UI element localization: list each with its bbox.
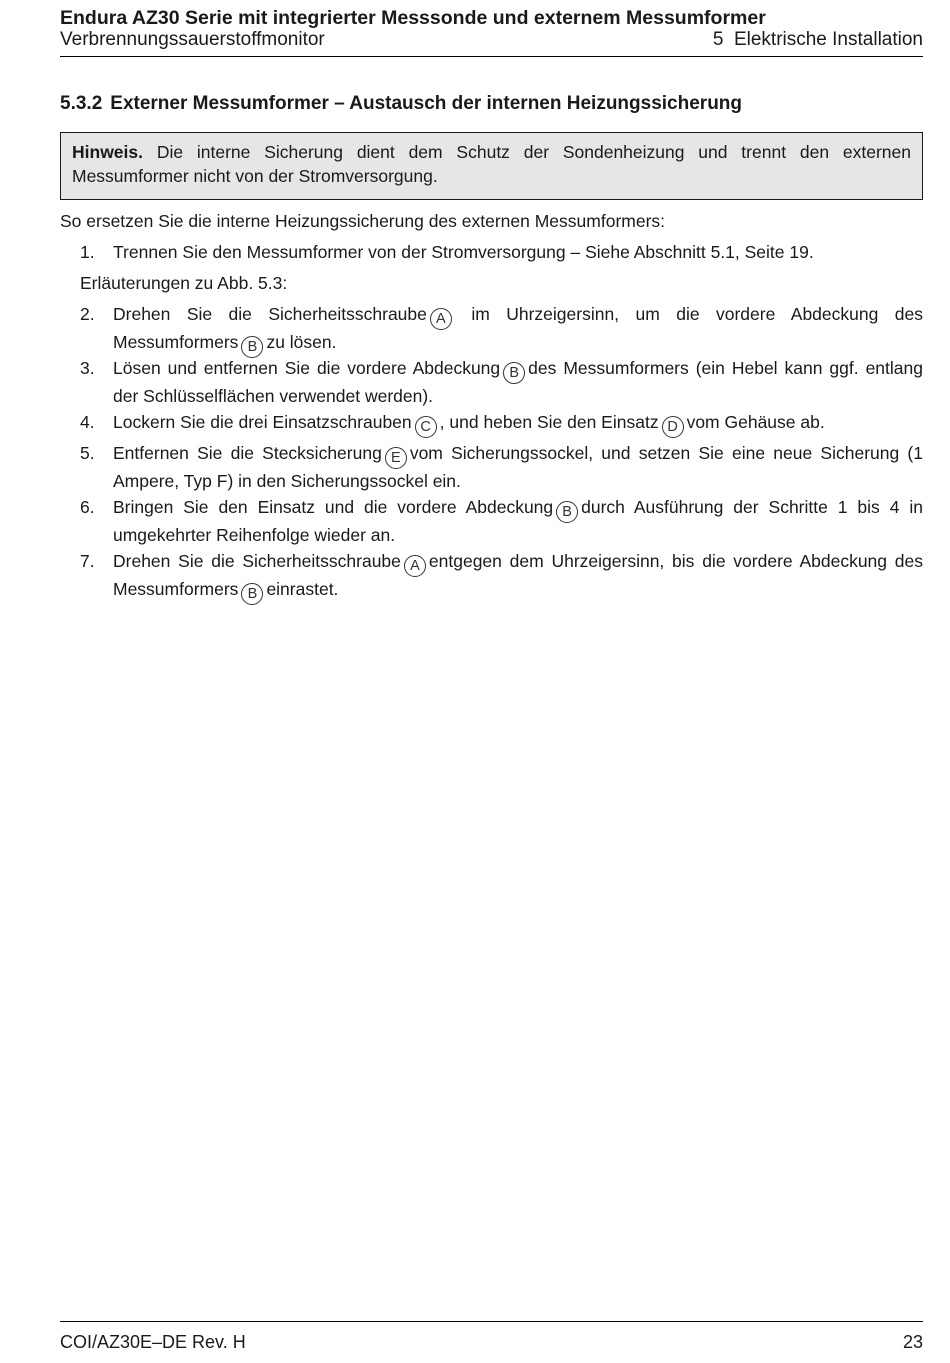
callout-marker: A (404, 555, 426, 577)
callout-marker: E (385, 447, 407, 469)
step-number: 1. (80, 242, 95, 262)
step-item (80, 549, 923, 605)
step-text-part: des Messumformers (ein Hebel kann ggf. entlang der Schlüsselflächen verwendet werden). (113, 358, 923, 406)
footer-doc-id: COI/AZ30E–DE Rev. H (60, 1332, 246, 1352)
callout-marker: A (430, 308, 452, 330)
step-text-part: Entfernen Sie die Stecksicherung (113, 443, 382, 463)
document-page (60, 0, 923, 1363)
step-text-part: entgegen dem Uhrzeigersinn, bis die vordere Abdeckung des Messumformers (113, 551, 923, 599)
step-number: 5. (80, 443, 95, 463)
header-row (60, 28, 923, 52)
note-label: Hinweis. (72, 142, 143, 162)
chapter-label (713, 28, 923, 52)
step-text-part: durch Ausführung der Schritte 1 bis 4 in umgekehrter Reihenfolge wieder an. (113, 497, 923, 545)
step-text (113, 495, 923, 547)
step-number: 4. (80, 412, 95, 432)
step-item (80, 302, 923, 358)
step-number: 7. (80, 551, 95, 571)
step-text-part: Drehen Sie die Sicherheitsschraube (113, 304, 427, 324)
step-text (113, 302, 923, 358)
chapter-title: Elektrische Installation (733, 29, 923, 50)
step-text-part: vom Gehäuse ab. (686, 412, 825, 432)
step-text-part: Lockern Sie die drei Einsatzschrauben (113, 412, 412, 432)
step-item (80, 441, 923, 493)
note-box (60, 132, 923, 200)
step-text-part: vom Sicherungssockel, und setzen Sie eine neue Sicherung (1 Ampere, Typ F) in den Sicherungssockel ein. (113, 443, 923, 491)
page-number: 23 (902, 1332, 923, 1352)
callout-marker: B (241, 583, 263, 605)
document-title: Endura AZ30 Serie mit integrierter Messsonde und externem Messumformer (60, 7, 766, 29)
step-item (80, 356, 923, 408)
callout-marker: B (556, 501, 578, 523)
step-number: 6. (80, 497, 95, 517)
section-number: 5.3.2 (60, 93, 103, 114)
footer-rule (60, 1321, 923, 1322)
step-number: 2. (80, 304, 95, 324)
note-text: Die interne Sicherung dient dem Schutz der Sondenheizung und trennt den externen Messumformer nicht von der Stromversorgung. (72, 142, 911, 186)
step-text (113, 549, 923, 605)
section-heading (60, 91, 923, 117)
figure-explanation: Erläuterungen zu Abb. 5.3: (80, 273, 288, 293)
callout-marker: C (415, 416, 437, 438)
step-text (113, 356, 923, 408)
callout-marker: B (241, 336, 263, 358)
step-text-part: im Uhrzeigersinn, um die vordere Abdeckung des Messumformers (113, 304, 923, 352)
step-text-part: , und heben Sie den Einsatz (439, 412, 659, 432)
step-text-part: Trennen Sie den Messumformer von der Stromversorgung – Siehe Abschnitt 5.1, Seite 19. (113, 242, 814, 262)
step-number: 3. (80, 358, 95, 378)
step-item (80, 495, 923, 547)
step-text (113, 240, 923, 264)
header-rule (60, 56, 923, 57)
step-text-part: Drehen Sie die Sicherheitsschraube (113, 551, 401, 571)
step-text (113, 441, 923, 493)
section-title: Externer Messumformer – Austausch der internen Heizungssicherung (110, 93, 743, 114)
intro-text: So ersetzen Sie die interne Heizungssicherung des externen Messumformers: (60, 211, 666, 231)
callout-marker: B (503, 362, 525, 384)
step-item (80, 240, 923, 264)
step-text-part: Lösen und entfernen Sie die vordere Abdeckung (113, 358, 501, 378)
step-text-part: Bringen Sie den Einsatz und die vordere Abdeckung (113, 497, 554, 517)
step-text-part: einrastet. (266, 579, 339, 599)
step-text-part: zu lösen. (266, 332, 337, 352)
document-subtitle: Verbrennungssauerstoffmonitor (60, 29, 325, 50)
step-item (80, 410, 923, 438)
chapter-number: 5 (712, 29, 724, 50)
callout-marker: D (662, 416, 684, 438)
step-text (113, 410, 923, 438)
